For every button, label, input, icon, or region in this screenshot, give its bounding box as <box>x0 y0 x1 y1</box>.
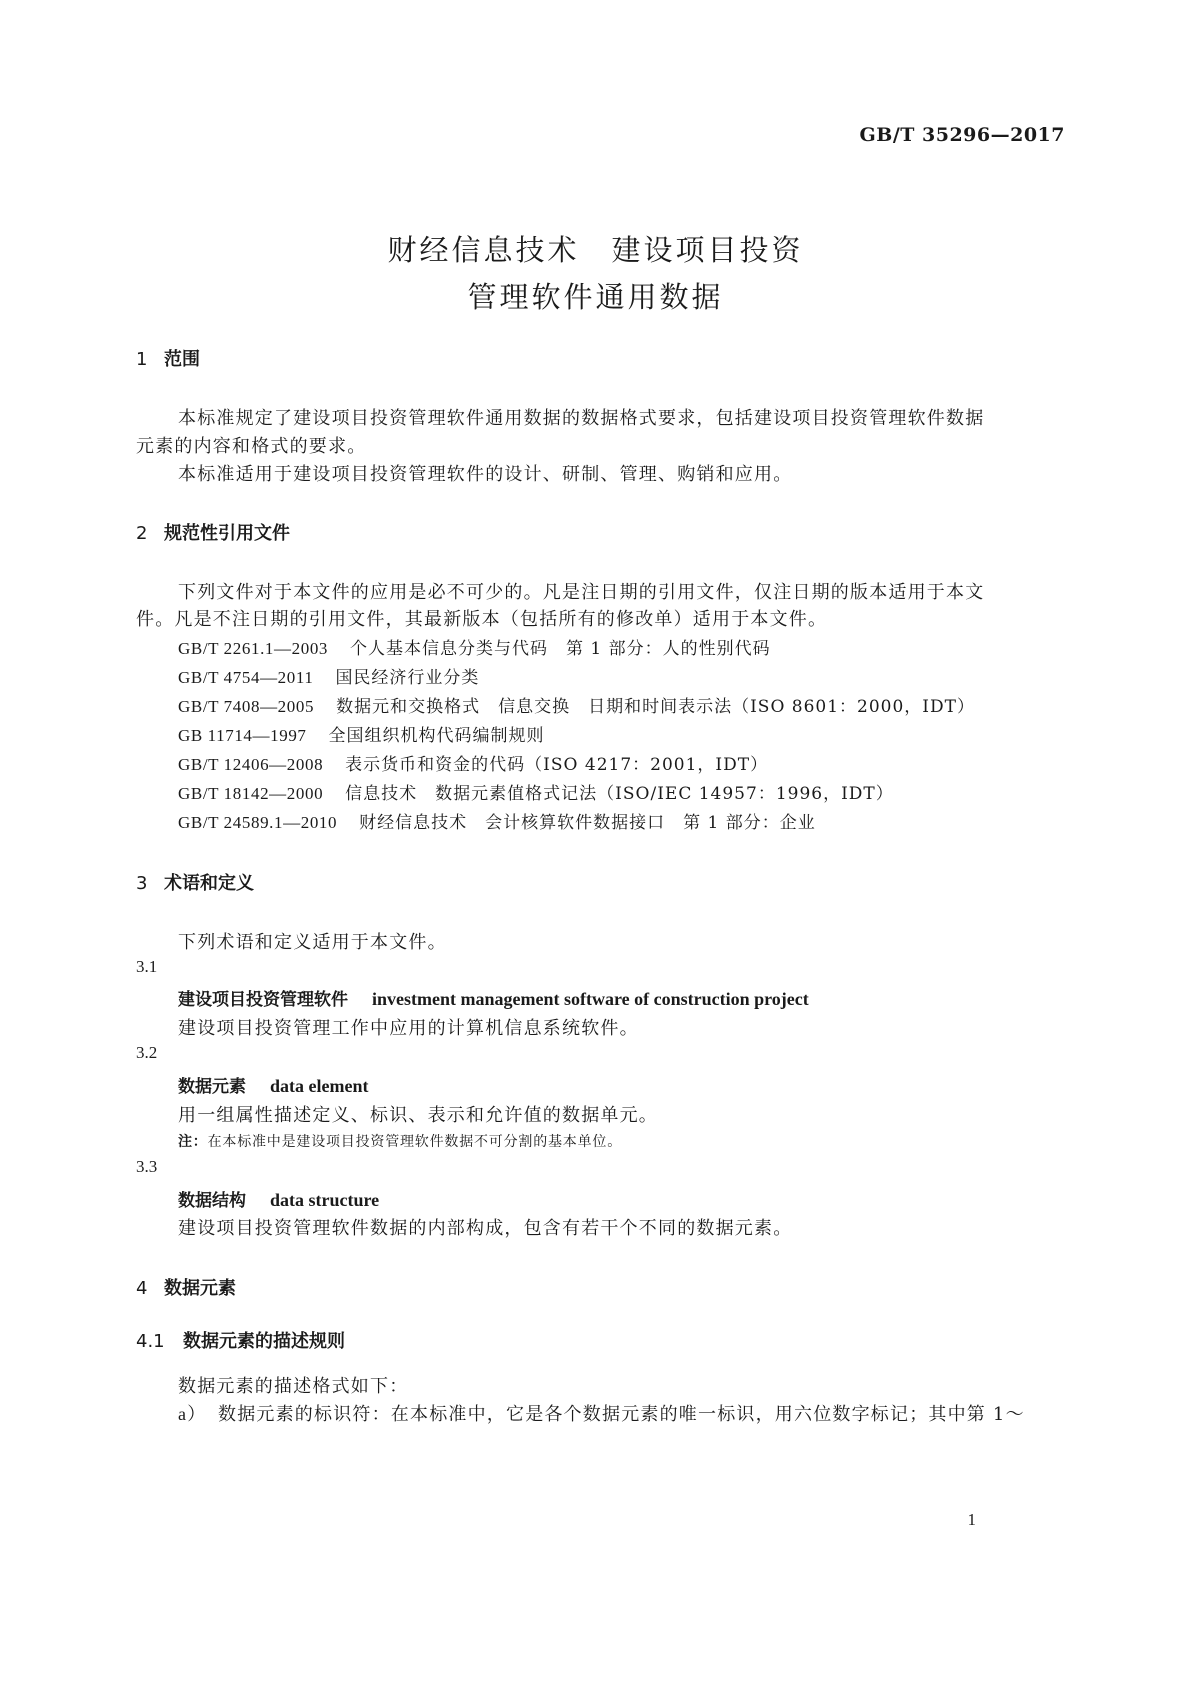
term-chinese: 建设项目投资管理软件 <box>178 990 348 1010</box>
reference-code: GB 11714—1997 <box>178 726 307 745</box>
section-1-paragraph-1-cont: 元素的内容和格式的要求。 <box>136 436 367 457</box>
term-english: investment management software of construction project <box>372 989 809 1009</box>
reference-code: GB/T 18142—2000 <box>178 784 324 803</box>
normative-reference <box>178 750 768 775</box>
note-text: 在本标准中是建设项目投资管理软件数据不可分割的基本单位。 <box>207 1134 623 1150</box>
term-chinese: 数据元素 <box>178 1077 246 1097</box>
normative-reference <box>178 634 771 659</box>
section-1-paragraph-2: 本标准适用于建设项目投资管理软件的设计、研制、管理、购销和应用。 <box>178 464 793 485</box>
standard-code: GB/T 35296—2017 <box>859 124 1065 146</box>
section-1-heading <box>136 345 200 371</box>
term-entry <box>178 985 809 1010</box>
reference-code: GB/T 4754—2011 <box>178 668 314 687</box>
note-label: 注： <box>178 1134 208 1150</box>
section-4-heading <box>136 1274 236 1300</box>
section-number: 3 <box>136 873 148 894</box>
section-title: 范围 <box>164 349 200 370</box>
term-note <box>178 1131 622 1151</box>
section-title: 数据元素 <box>164 1278 236 1299</box>
normative-reference <box>178 692 975 717</box>
subsection-4-1-heading <box>136 1327 345 1353</box>
subsection-title: 数据元素的描述规则 <box>183 1331 345 1352</box>
section-3-intro: 下列术语和定义适用于本文件。 <box>178 932 447 953</box>
section-title: 规范性引用文件 <box>164 523 290 544</box>
document-title-line2: 管理软件通用数据 <box>467 280 724 314</box>
subsection-number: 4.1 <box>136 1331 165 1352</box>
section-1-paragraph-1: 本标准规定了建设项目投资管理软件通用数据的数据格式要求，包括建设项目投资管理软件数据 <box>178 408 985 429</box>
term-chinese: 数据结构 <box>178 1191 246 1211</box>
reference-title: 全国组织机构代码编制规则 <box>328 726 545 746</box>
section-4-1-intro: 数据元素的描述格式如下： <box>178 1376 409 1397</box>
reference-title: 国民经济行业分类 <box>335 668 480 688</box>
reference-code: GB/T 24589.1—2010 <box>178 813 338 832</box>
term-entry <box>178 1186 379 1211</box>
section-2-paragraph-1: 下列文件对于本文件的应用是必不可少的。凡是注日期的引用文件，仅注日期的版本适用于本文 <box>178 582 985 603</box>
term-number: 3.1 <box>136 957 158 976</box>
reference-code: GB/T 2261.1—2003 <box>178 639 329 658</box>
reference-title: 表示货币和资金的代码（ISO 4217：2001，IDT） <box>345 755 769 775</box>
reference-title: 信息技术 数据元素值格式记法（ISO/IEC 14957：1996，IDT） <box>345 784 894 804</box>
term-english: data element <box>270 1076 369 1096</box>
normative-reference <box>178 663 479 688</box>
reference-title: 数据元和交换格式 信息交换 日期和时间表示法（ISO 8601：2000，IDT） <box>336 697 975 717</box>
list-item-a <box>178 1400 1025 1426</box>
reference-title: 个人基本信息分类与代码 第 1 部分：人的性别代码 <box>350 639 771 659</box>
term-definition: 建设项目投资管理工作中应用的计算机信息系统软件。 <box>178 1018 639 1039</box>
reference-code: GB/T 7408—2005 <box>178 697 315 716</box>
section-title: 术语和定义 <box>164 873 254 894</box>
section-2-heading <box>136 519 290 545</box>
reference-title: 财经信息技术 会计核算软件数据接口 第 1 部分：企业 <box>359 813 816 833</box>
document-title-line1: 财经信息技术 建设项目投资 <box>387 233 804 267</box>
section-number: 1 <box>136 349 148 370</box>
term-number: 3.2 <box>136 1043 158 1062</box>
normative-reference <box>178 779 894 804</box>
section-number: 2 <box>136 523 148 544</box>
term-number: 3.3 <box>136 1157 158 1176</box>
normative-reference <box>178 721 545 746</box>
list-marker: a） <box>178 1404 207 1424</box>
reference-code: GB/T 12406—2008 <box>178 755 324 774</box>
term-english: data structure <box>270 1190 380 1210</box>
page-number: 1 <box>967 1510 976 1529</box>
normative-reference <box>178 808 816 833</box>
section-2-paragraph-1-cont: 件。凡是不注日期的引用文件，其最新版本（包括所有的修改单）适用于本文件。 <box>136 609 828 630</box>
term-definition: 用一组属性描述定义、标识、表示和允许值的数据单元。 <box>178 1105 658 1126</box>
term-definition: 建设项目投资管理软件数据的内部构成，包含有若干个不同的数据元素。 <box>178 1218 793 1239</box>
list-item-text: 数据元素的标识符：在本标准中，它是各个数据元素的唯一标识，用六位数字标记；其中第 1～ <box>218 1404 1025 1425</box>
section-3-heading <box>136 869 254 895</box>
term-entry <box>178 1072 368 1097</box>
section-number: 4 <box>136 1278 148 1299</box>
